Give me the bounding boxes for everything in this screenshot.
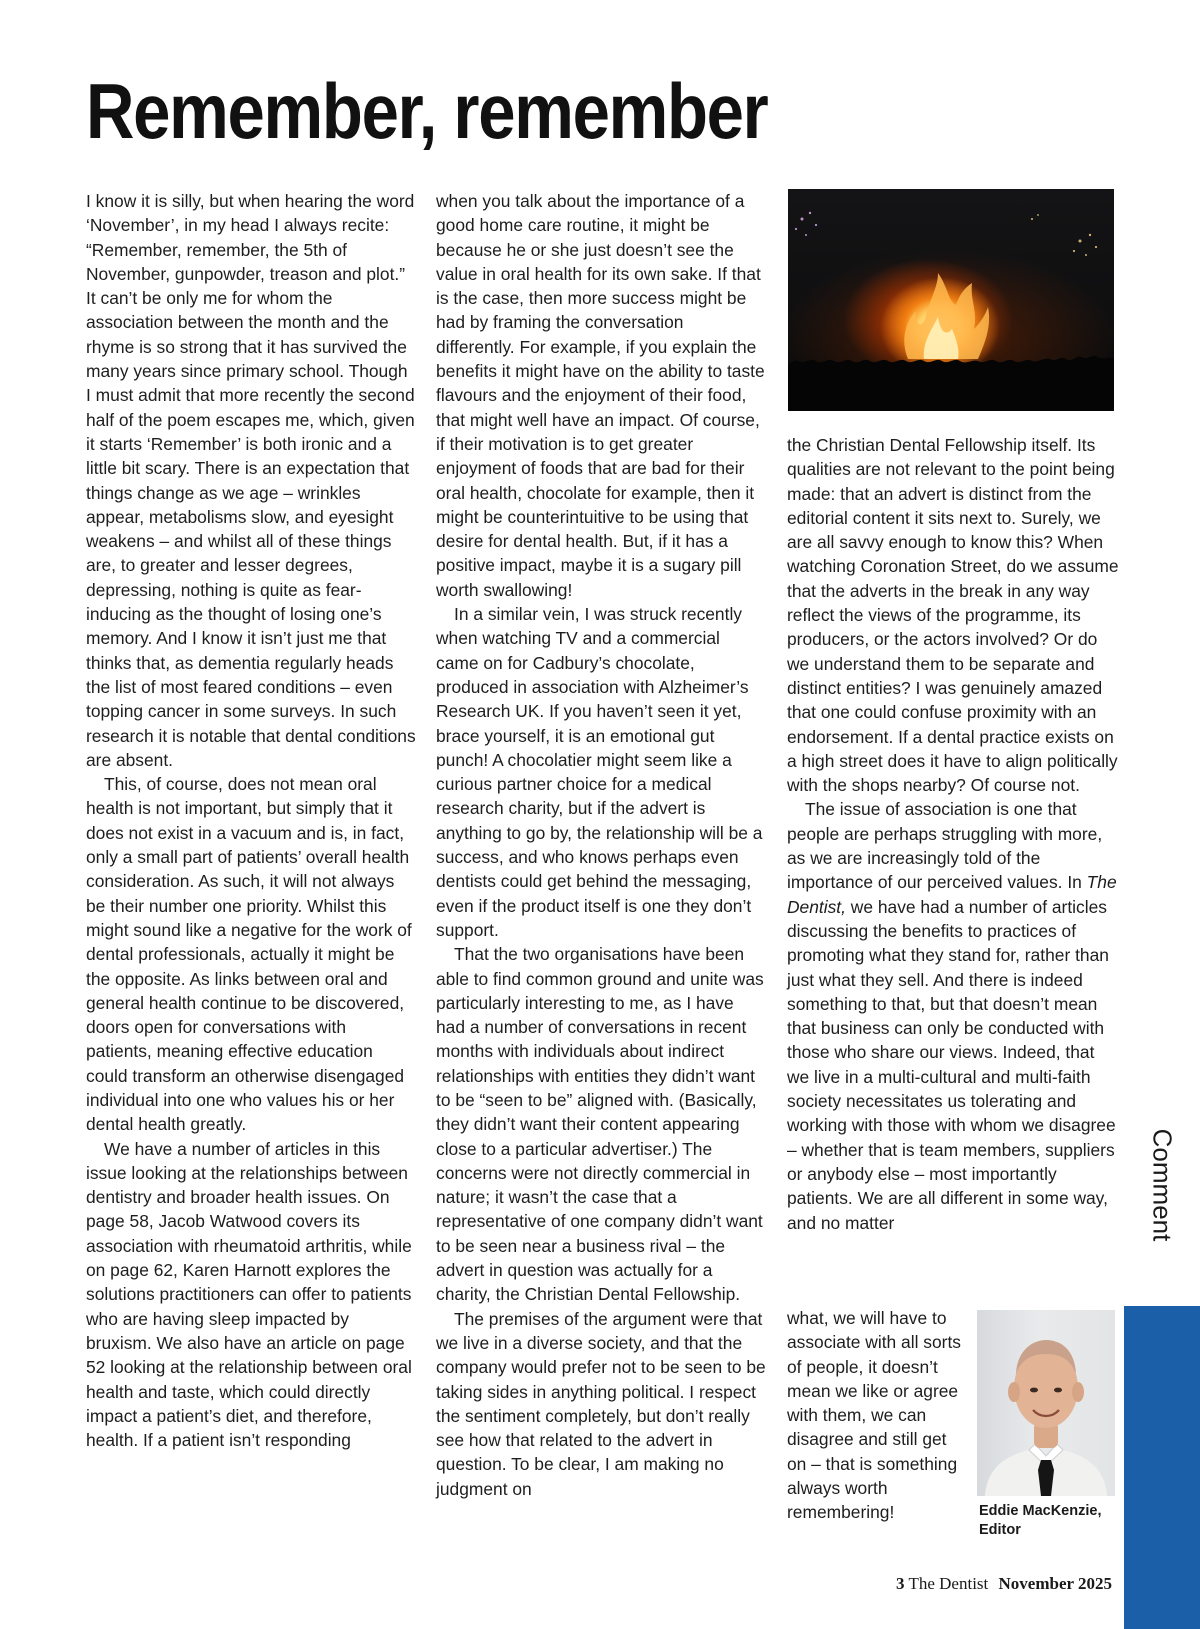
bonfire-photo bbox=[788, 189, 1114, 411]
ear-left bbox=[1008, 1382, 1020, 1402]
paragraph: We have a number of articles in this issue looking at the relationships between dentistry and broader health issues. On page 58, Jacob Watwood covers its association with rheumatoid arthritis, while on page 62, Karen Harnott explores the solutions practitioners can offer to patients who are having sleep impacted by bruxism. We also have an article on page 52 looking at the relationship between oral health and taste, which could directly impact a patient’s diet, and therefore, health. If a patient isn’t responding bbox=[86, 1138, 412, 1451]
paragraph: I know it is silly, but when hearing the word ‘November’, in my head I always recite: “Remember, remember, the 5th of November, gunpowder, treason and plot.” It can’t be only me for whom the association between the month and the rhyme is so strong that it has survived the many years since primary school. Though I must admit that more recently the second half of the poem escapes me, which, given it starts ‘Remember’ is both ironic and a little bit scary. There is an expectation that things change as we age – wrinkles appear, metabolisms slow, and eyesight weakens – and whilst all of these things are, to greater and lesser degrees, depressing, nothing is quite as fear-inducing as the thought of losing one’s memory. And I know it isn’t just me that thinks that, as dementia regularly heads the list of most feared conditions – even topping cancer in some surveys. In such research it is notable that dental conditions are absent. bbox=[86, 191, 416, 770]
fireworks-sparks bbox=[795, 212, 1097, 256]
paragraph: This, of course, does not mean oral health is not important, but simply that it does not exist in a vacuum and is, in fact, only a small part of patients’ overall health consideration. As such, it will not always be their number one priority. Whilst this might sound like a negative for the work of dental professionals, actually it might be the opposite. As links between oral and general health continue to be discovered, doors open for conversations with patients, meaning effective education could transform an otherwise disengaged individual into one who values his or her dental health greatly. bbox=[86, 774, 412, 1135]
editor-role: Editor bbox=[979, 1522, 1021, 1538]
paragraph: In a similar vein, I was struck recently when watching TV and a commercial came on for Cadbury’s chocolate, produced in association with Alzheimer’s Research UK. If you haven’t seen it yet, brace yourself, it is an emotional gut punch! A chocolatier might seem like a curious partner choice for a medical research charity, but if the advert is anything to go by, the relationship will be a success, and who knows perhaps even dentists could get behind the messaging, even if the product itself is one they don’t support. bbox=[436, 604, 763, 940]
editor-portrait-photo bbox=[977, 1310, 1115, 1496]
section-tab-bar bbox=[1124, 1306, 1200, 1629]
paragraph-text: The issue of association is one that people are perhaps struggling with more, as we are increasingly told of the importance of our perceived values. In bbox=[787, 799, 1103, 893]
publication-title: The Dentist bbox=[908, 1574, 989, 1593]
page-title: Remember, remember bbox=[86, 67, 768, 155]
publication-name: The Dentist, bbox=[787, 872, 1117, 917]
eye-right bbox=[1054, 1388, 1062, 1393]
paragraph-text: we have had a number of articles discussing the benefits to practices of promoting what they stand for, rather than just what they sell. And there is indeed something to that, but that doesn’t mean that business can only be conducted with those who share our views. Indeed, that we live in a multi-cultural and multi-faith society necessitates us tolerating and working with those with whom we disagree – whether that is team members, suppliers or anybody else – most importantly patients. We are all different in some way, and no matter bbox=[787, 896, 1116, 1233]
page-number: 3 bbox=[896, 1574, 905, 1593]
editor-caption bbox=[979, 1502, 1129, 1540]
paragraph: the Christian Dental Fellowship itself. Its qualities are not relevant to the point being made: that an advert is distinct from the editorial content it sits next to. Surely, we are all savvy enough to know this? When watching Coronation Street, do we assume that the adverts in the break in any way reflect the views of the programme, its producers, or the actors involved? Or do we understand them to be separate and distinct entities? I was genuinely amazed that one could confuse proximity with an endorsement. If a dental practice exists on a high street does it have to align politically with the shops nearby? Of course not. bbox=[787, 435, 1119, 796]
paragraph: The premises of the argument were that we live in a diverse society, and that the company would prefer not to be seen to be taking sides in anything political. I respect the sentiment completely, but don’t really see how that related to the advert in question. To be clear, I am making no judgment on bbox=[436, 1308, 766, 1499]
bonfire-scene-illustration bbox=[788, 189, 1114, 411]
crowd-silhouette bbox=[788, 356, 1114, 411]
page-footer bbox=[896, 1574, 1112, 1594]
article-column-1 bbox=[86, 189, 416, 1452]
article-column-3-tail bbox=[787, 1306, 969, 1525]
article-column-2 bbox=[436, 189, 766, 1501]
ear-right bbox=[1072, 1382, 1084, 1402]
paragraph: what, we will have to associate with all sorts of people, it doesn’t mean we like or agree with them, we can disagree and still get on – that is something always worth remembering! bbox=[787, 1308, 961, 1523]
paragraph: when you talk about the importance of a good home care routine, it might be because he or she just doesn’t see the value in oral health for its own sake. If that is the case, then more success might be had by framing the conversation differently. For example, if you explain the benefits it might have on the ability to taste flavours and the enjoyment of their food, that might well have an impact. Of course, if their motivation is to get greater enjoyment of foods that are bad for their oral health, chocolate for example, then it might be counterintuitive to be using that desire for dental health. But, if it has a positive impact, maybe it is a sugary pill worth swallowing! bbox=[436, 191, 765, 600]
paragraph bbox=[787, 797, 1119, 1234]
editor-portrait-illustration bbox=[977, 1310, 1115, 1496]
section-tab-label: Comment bbox=[1147, 1128, 1178, 1242]
issue-date: November 2025 bbox=[998, 1574, 1112, 1593]
editor-name: Eddie MacKenzie, bbox=[979, 1503, 1102, 1519]
article-column-3 bbox=[787, 433, 1119, 1235]
tie bbox=[1038, 1460, 1054, 1496]
paragraph: That the two organisations have been able to find common ground and unite was particularly interesting to me, as I have had a number of conversations in recent months with individuals about indirect relationships with entities they didn’t want to be “seen to be” aligned with. (Basically, they didn’t want their content appearing close to a particular advertiser.) The concerns were not directly commercial in nature; it wasn’t the case that a representative of one company didn’t want to be seen near a business rival – the advert in question was actually for a charity, the Christian Dental Fellowship. bbox=[436, 944, 764, 1305]
eye-left bbox=[1030, 1388, 1038, 1393]
